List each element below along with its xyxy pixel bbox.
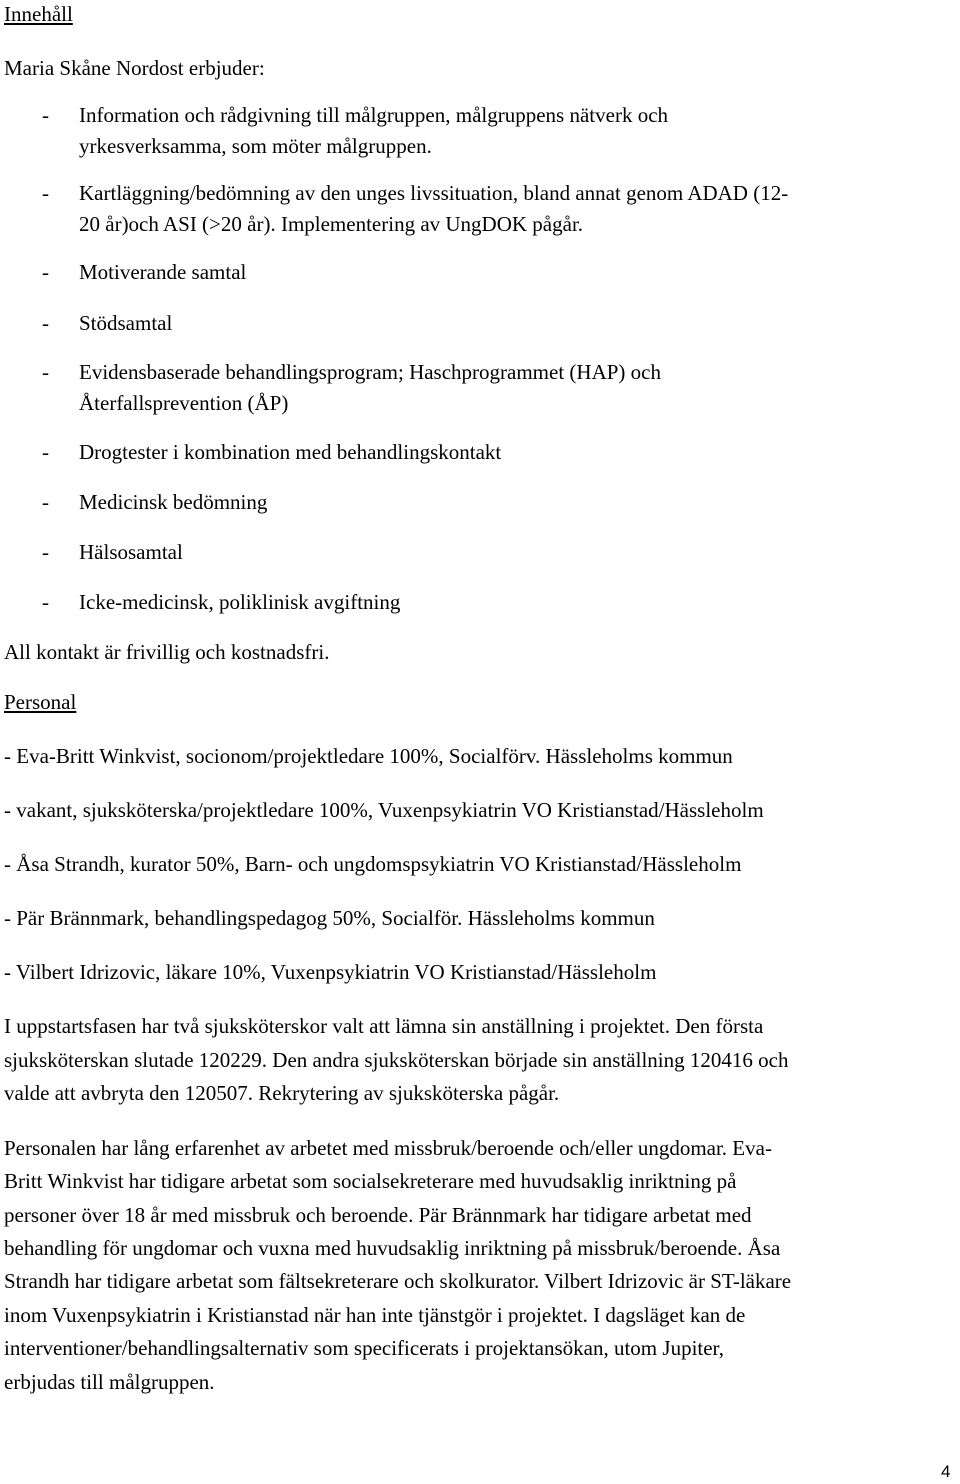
list-item-text: Återfallsprevention (ÅP): [79, 391, 289, 415]
list-dash: -: [42, 103, 49, 127]
paragraph-line: behandling för ungdomar och vuxna med huvudsaklig inriktning på missbruk/beroende. Åsa: [4, 1236, 781, 1260]
list-dash: -: [42, 260, 49, 284]
list-dash: -: [42, 490, 49, 514]
list-dash: -: [42, 311, 49, 335]
paragraph-line: Strandh har tidigare arbetat som fältsekreterare och skolkurator. Vilbert Idrizovic är ST-läkare: [4, 1269, 792, 1293]
list-dash: -: [42, 181, 49, 205]
paragraph-line: Personalen har lång erfarenhet av arbetet med missbruk/beroende och/eller ungdomar. Eva-: [4, 1136, 772, 1160]
staff-row: - Åsa Strandh, kurator 50%, Barn- och ungdomspsykiatrin VO Kristianstad/Hässleholm: [4, 852, 742, 876]
staff-row: - Vilbert Idrizovic, läkare 10%, Vuxenpsykiatrin VO Kristianstad/Hässleholm: [4, 960, 657, 984]
page-number: 4: [941, 1462, 951, 1481]
list-item-text: Kartläggning/bedömning av den unges livssituation, bland annat genom ADAD (12-: [79, 181, 789, 205]
staff-row: - Pär Brännmark, behandlingspedagog 50%, Socialför. Hässleholms kommun: [4, 906, 655, 930]
paragraph-line: erbjudas till målgruppen.: [4, 1370, 215, 1394]
list-item-text: yrkesverksamma, som möter målgruppen.: [79, 134, 432, 158]
personal-heading: Personal: [4, 690, 77, 714]
list-dash: -: [42, 360, 49, 384]
list-dash: -: [42, 440, 49, 464]
staff-row: - Eva-Britt Winkvist, socionom/projektledare 100%, Socialförv. Hässleholms kommun: [4, 744, 733, 768]
intro-text: Maria Skåne Nordost erbjuder:: [4, 56, 265, 80]
list-item-text: Hälsosamtal: [79, 540, 183, 564]
list-item-text: Motiverande samtal: [79, 260, 247, 284]
list-item-text: Information och rådgivning till målgruppen, målgruppens nätverk och: [79, 103, 669, 127]
list-item-text: Drogtester i kombination med behandlingskontakt: [79, 440, 502, 464]
paragraph-line: valde att avbryta den 120507. Rekrytering av sjuksköterska pågår.: [4, 1081, 560, 1105]
paragraph-line: sjuksköterskan slutade 120229. Den andra sjuksköterskan började sin anställning 120416 och: [4, 1048, 789, 1072]
paragraph-line: interventioner/behandlingsalternativ som specificerats i projektansökan, utom Jupiter,: [4, 1336, 724, 1360]
paragraph-line: Britt Winkvist har tidigare arbetat som socialsekreterare med huvudsaklig inriktning på: [4, 1169, 737, 1193]
contact-note: All kontakt är frivillig och kostnadsfri.: [4, 640, 330, 664]
staff-row: - vakant, sjuksköterska/projektledare 100%, Vuxenpsykiatrin VO Kristianstad/Hässleholm: [4, 798, 764, 822]
paragraph-line: personer över 18 år med missbruk och beroende. Pär Brännmark har tidigare arbetat med: [4, 1203, 752, 1227]
list-dash: -: [42, 540, 49, 564]
list-item-text: Stödsamtal: [79, 311, 173, 335]
list-item-text: Icke-medicinsk, poliklinisk avgiftning: [79, 590, 401, 614]
paragraph-line: I uppstartsfasen har två sjuksköterskor valt att lämna sin anställning i projektet. Den första: [4, 1014, 764, 1038]
list-item-text: 20 år)och ASI (>20 år). Implementering av UngDOK pågår.: [79, 212, 584, 236]
list-item-text: Evidensbaserade behandlingsprogram; Haschprogrammet (HAP) och: [79, 360, 661, 384]
heading-innehall: Innehåll: [4, 2, 73, 26]
paragraph-line: inom Vuxenpsykiatrin i Kristianstad när han inte tjänstgör i projektet. I dagsläget kan de: [4, 1303, 746, 1327]
list-dash: -: [42, 590, 49, 614]
list-item-text: Medicinsk bedömning: [79, 490, 268, 514]
